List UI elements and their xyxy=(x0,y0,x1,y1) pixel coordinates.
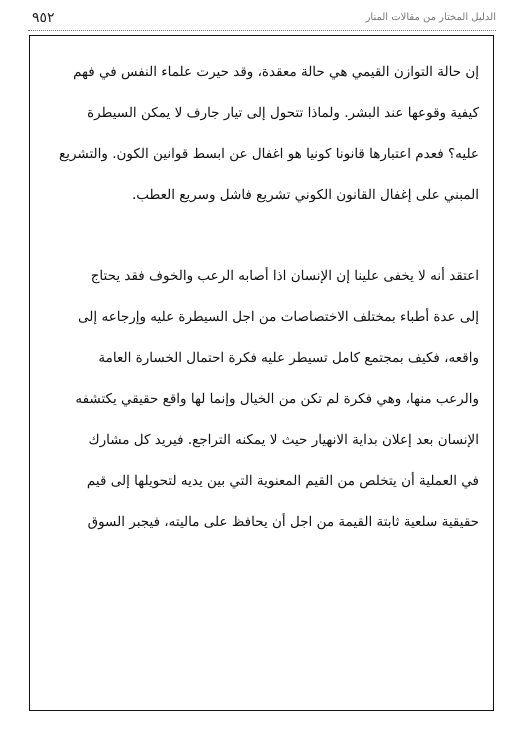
book-title: الدليل المختار من مقالات المنار xyxy=(365,12,496,23)
page-header xyxy=(28,8,496,31)
text-line: إن حالة التوازن القيمي هي حالة معقدة، وقد حيرت علماء النفس في فهم xyxy=(73,64,479,80)
text-line: عليه؟ فعدم اعتبارها قانونا كونيا هو اغفال عن ابسط قوانين الكون. والتشريع xyxy=(59,146,479,162)
text-line: حقيقية سلعية ثابتة القيمة من اجل أن يحافظ على ماليته، فيجبر السوق xyxy=(87,514,479,530)
text-line: واقعه، فكيف بمجتمع كامل تسيطر عليه فكرة احتمال الخسارة العامة xyxy=(98,350,479,366)
text-line: الإنسان بعد إعلان بداية الانهيار حيث لا يمكنه التراجع. فيريد كل مشارك xyxy=(88,432,479,448)
page-number: ٩٥٢ xyxy=(32,10,55,26)
text-line: المبني على إغفال القانون الكوني تشريع فاشل وسريع العطب. xyxy=(131,187,479,203)
text-line: إلى عدة أطباء بمختلف الاختصاصات من اجل السيطرة عليه وإرجاعه إلى xyxy=(78,309,479,325)
page-frame xyxy=(29,35,494,711)
paragraph-2 xyxy=(46,256,479,543)
text-line: والرعب منها، وهي فكرة لم تكن من الخيال وإنما لها واقع حقيقي يكتشفه xyxy=(75,391,479,407)
text-line: اعتقد أنه لا يخفى علينا إن الإنسان اذا أصابه الرعب والخوف فقد يحتاج xyxy=(90,268,479,284)
text-line: كيفية وقوعها عند البشر. ولماذا تتحول إلى تيار جارف لا يمكن السيطرة xyxy=(87,105,479,121)
paragraph-1 xyxy=(46,52,479,216)
text-line: في العملية أن يتخلص من القيم المعنوية التي بين يديه لتحويلها إلى قيم xyxy=(86,473,479,489)
